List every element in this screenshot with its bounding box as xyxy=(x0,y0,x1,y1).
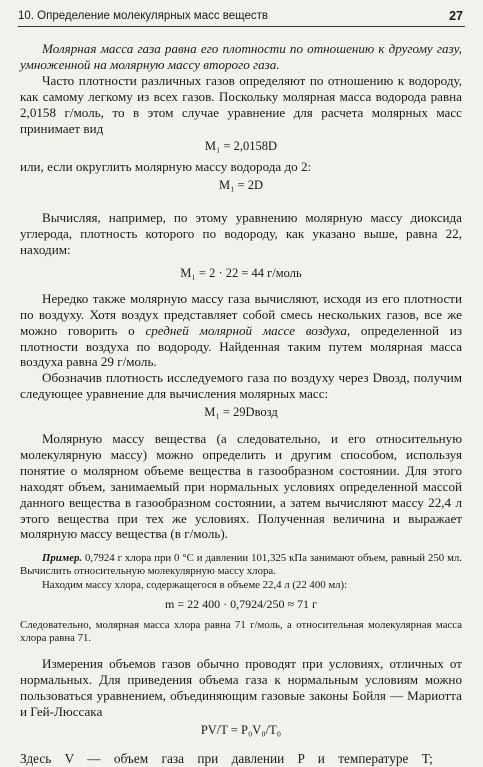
equation-gas-law: PV/T = P₀V₀/T₀ xyxy=(200,722,282,737)
paragraph-air-emphasis: средней молярной массе воздуха, xyxy=(145,322,351,338)
equation-chlorine: m = 22 400 · 0,7924/250 ≈ 71 г xyxy=(165,596,317,611)
example-block xyxy=(20,552,462,645)
example-result: Следовательно, молярная масса хлора равна 71 г/моль, а относительная молекулярная масса хлора равна 71. xyxy=(20,618,462,644)
paragraph-where: Здесь V — объем газа при давлении P и температуре T; xyxy=(20,751,433,767)
paragraph-round: или, если округлить молярную массу водорода до 2: xyxy=(20,159,312,175)
paragraph-air xyxy=(20,291,462,371)
running-header xyxy=(18,8,465,27)
paragraph-air-text-b: определенной из плотности воздуха по водороду. Найденная таким путем молярная масса воздуха равна 29 г/моль. xyxy=(20,322,462,370)
example-find: Находим массу хлора, содержащегося в объеме 22,4 л (22 400 мл): xyxy=(42,578,348,591)
equation-m1-29dair: M₁ = 29Dвозд xyxy=(204,405,278,420)
example-label: Пример. xyxy=(42,552,83,565)
paragraph-air-text-a: Нередко также молярную массу газа вычисляют, исходя из его плотности по воздуху. Хотя воздух представляет собой смесь нескольких газов, все же можно говорить о xyxy=(20,290,462,338)
equation-m1-2-0158d: M₁ = 2,0158D xyxy=(204,139,278,154)
paragraph-gas-laws: Измерения объемов газов обычно проводят при условиях, отличных от нормальных. Для приведения объема газа к нормальным условиям можно пользоваться уравнением, объединяющим газовые законы Бойля — Мариотта и Гей-Люссака xyxy=(20,655,462,719)
page-number: 27 xyxy=(449,9,463,23)
page-body xyxy=(20,41,462,767)
equation-m1-2d: M₁ = 2D xyxy=(218,178,264,193)
paragraph-molar-volume: Молярную массу вещества (а следовательно, и его относительную молекулярную массу) можно определить и другим способом, используя понятие о молярном объеме вещества в газообразном состоянии. Для этого находят объем, занимаемый при нормальных условиях определенной массой данного вещества в газообразном состоянии, а затем вычисляют массу 22,4 л этого вещества при тех же условиях. Полученная величина и выражает молярную массу вещества (в г/моль). xyxy=(20,431,462,542)
paragraph-co2: Вычисляя, например, по этому уравнению молярную массу диоксида углерода, плотность которого по водороду, как указано выше, равна 22, находим: xyxy=(20,210,462,257)
paragraph-hydrogen: Часто плотности различных газов определяют по отношению к водороду, как самому легкому из всех газов. Поскольку молярная масса водорода равна 2,0158 г/моль, то в этом случае уравнение для расчета молярных масс принимает вид xyxy=(20,72,462,136)
paragraph-dair: Обозначив плотность исследуемого газа по воздуху через Dвозд, получим следующее уравнение для вычисления молярных масс: xyxy=(20,370,462,402)
section-title: 10. Определение молекулярных масс веществ xyxy=(18,10,269,22)
equation-co2: M₁ = 2 · 22 = 44 г/моль xyxy=(180,265,302,280)
example-statement xyxy=(20,552,462,578)
definition-paragraph: Молярная масса газа равна его плотности по отношению к другому газу, умноженной на молярную массу второго газа. xyxy=(20,41,462,72)
example-text: 0,7924 г хлора при 0 °С и давлении 101,325 кПа занимают объем, равный 250 мл. Вычислить относительную молекулярную массу хлора. xyxy=(20,552,462,578)
